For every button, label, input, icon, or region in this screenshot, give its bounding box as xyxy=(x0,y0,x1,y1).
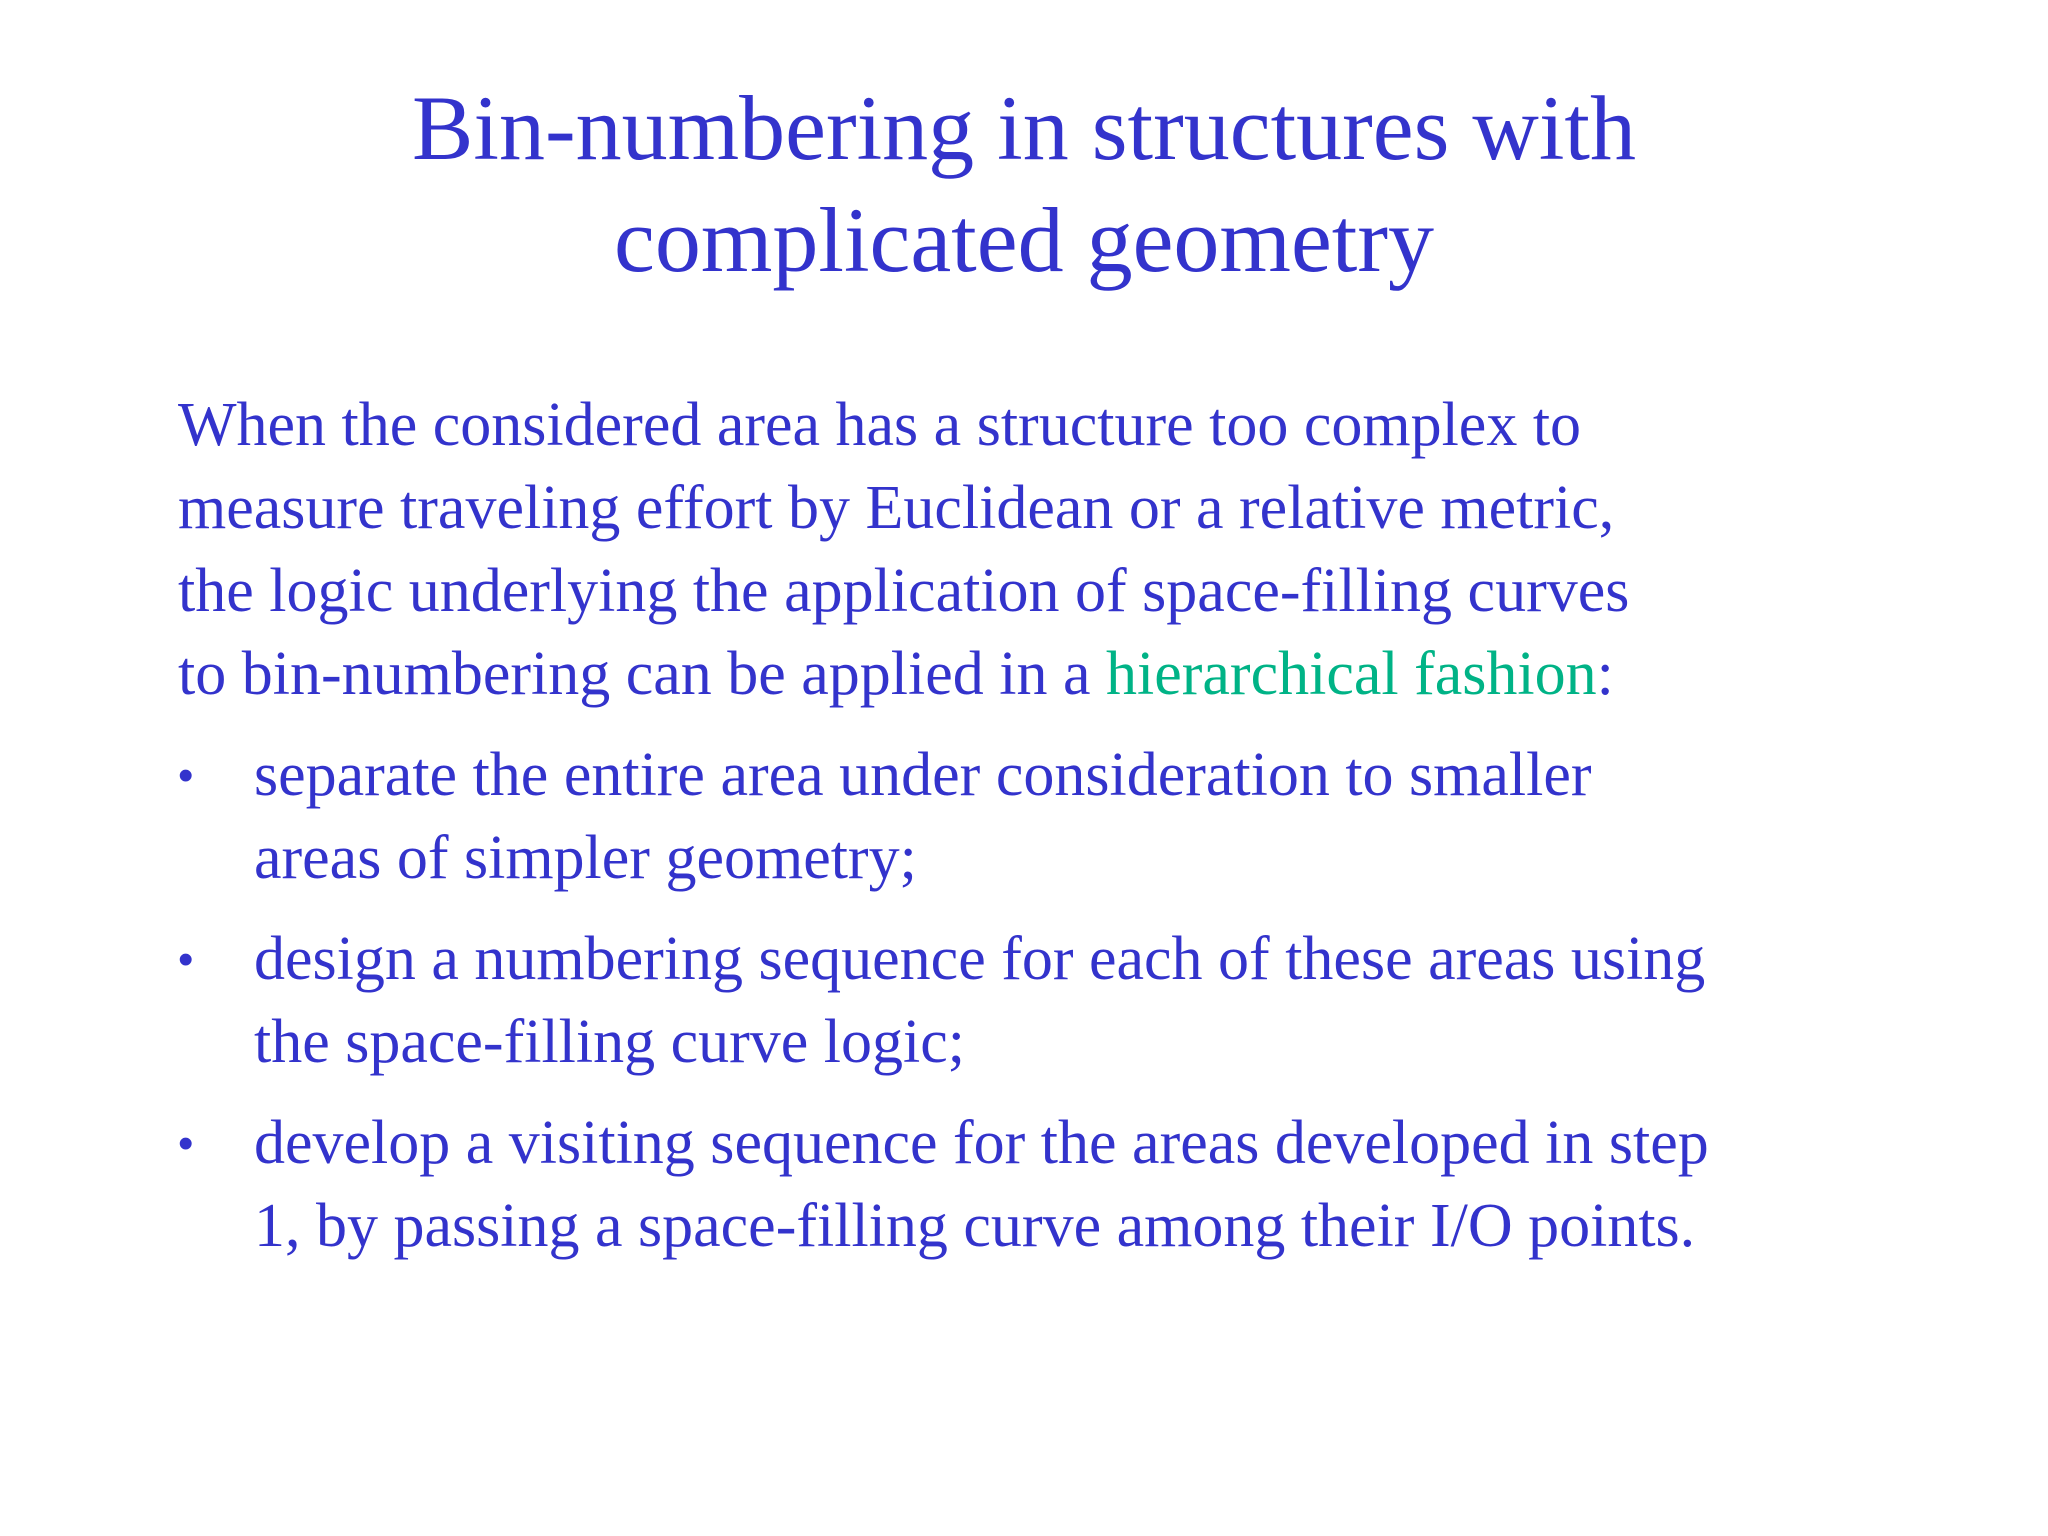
intro-line: measure traveling effort by Euclidean or a relative metric, xyxy=(178,474,1615,542)
bullet-item xyxy=(178,734,1898,900)
title-line: Bin-numbering in structures with xyxy=(412,77,1636,179)
highlighted-term: hierarchical fashion xyxy=(1106,640,1597,708)
intro-line-suffix: : xyxy=(1596,640,1614,708)
bullet-line: areas of simpler geometry; xyxy=(254,824,917,892)
bullet-line: the space-filling curve logic; xyxy=(254,1008,966,1076)
bullet-line: 1, by passing a space-filling curve among their I/O points. xyxy=(254,1192,1696,1260)
intro-line: the logic underlying the application of space-filling curves xyxy=(178,557,1630,625)
bullet-icon: • xyxy=(178,1119,194,1168)
title-line: complicated geometry xyxy=(613,189,1434,291)
bullet-line: separate the entire area under consideration to smaller xyxy=(254,741,1592,809)
bullet-item xyxy=(178,1102,1898,1268)
slide-title xyxy=(0,72,2048,296)
intro-line-last xyxy=(178,633,1898,716)
bullet-icon: • xyxy=(178,751,194,800)
intro-line-prefix: to bin-numbering can be applied in a xyxy=(178,640,1107,708)
slide-body xyxy=(178,384,1898,1268)
intro-paragraph xyxy=(178,384,1898,716)
bullet-line: design a numbering sequence for each of these areas using xyxy=(254,925,1706,993)
bullet-line: develop a visiting sequence for the areas developed in step xyxy=(254,1109,1709,1177)
intro-line: When the considered area has a structure too complex to xyxy=(178,391,1582,459)
bullet-item xyxy=(178,918,1898,1084)
bullet-icon: • xyxy=(178,935,194,984)
